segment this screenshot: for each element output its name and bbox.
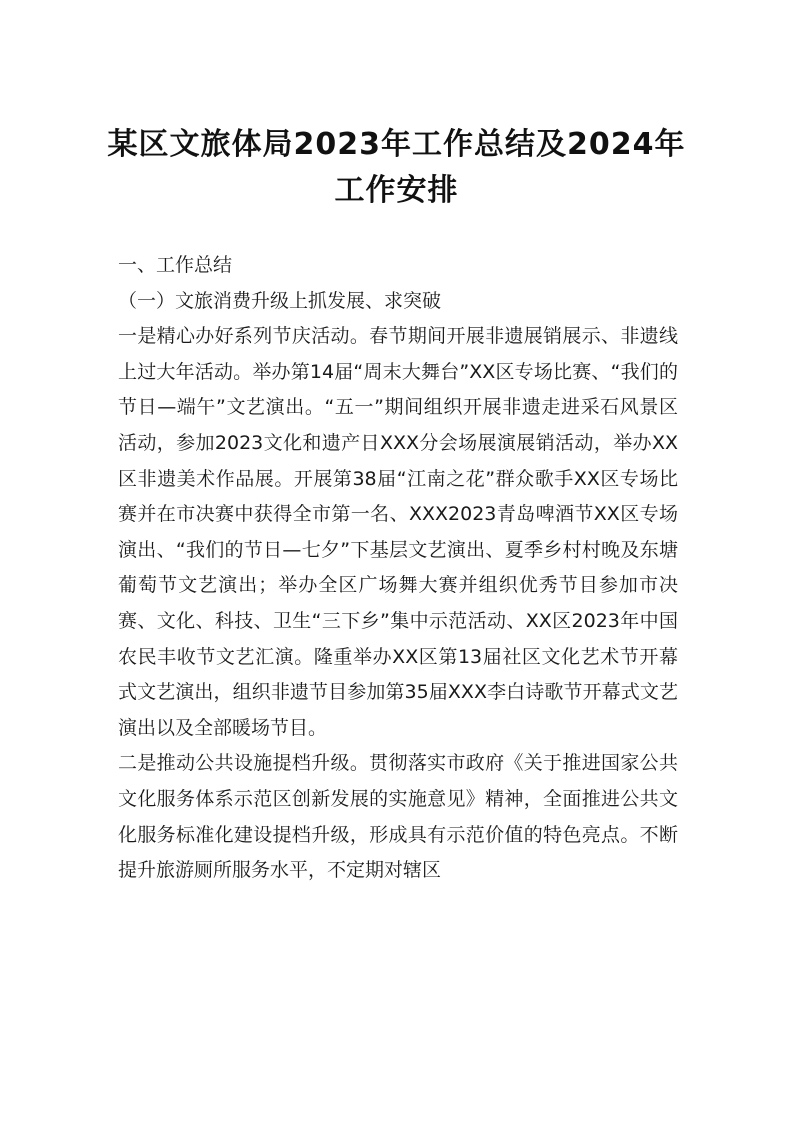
subsection-heading: （一）文旅消费升级上抓发展、求突破 xyxy=(118,289,442,312)
document-title: 某区文旅体局2023年工作总结及2024年工作安排 xyxy=(107,127,686,208)
paragraph-public-facilities: 二是推动公共设施提档升级。贯彻落实市政府《关于推进国家公共文化服务体系示范区创新发展的实施意见》精神，全面推进公共文化服务标准化建设提档升级，形成具有示范价值的特色亮点。不断提升旅游厕所服务水平，不定期对辖区 xyxy=(118,752,678,882)
paragraph-festival-activities: 一是精心办好系列节庆活动。春节期间开展非遗展销展示、非遗线上过大年活动。举办第14届“周末大舞台”XX区专场比赛、“我们的节日—端午”文艺演出。“五一”期间组织开展非遗走进采石风景区活动，参加2023文化和遗产日XXX分会场展演展销活动，举办XX区非遗美术作品展。开展第38届“江南之花”群众歌手XX区专场比赛并在市决赛中获得全市第一名、XXX2023青岛啤酒节XX区专场演出、“我们的节日—七夕”下基层文艺演出、夏季乡村村晚及东塘葡萄节文艺演出；举办全区广场舞大赛并组织优秀节目参加市决赛、文化、科技、卫生“三下乡”集中示范活动、XX区2023年中国农民丰收节文艺汇演。隆重举办XX区第13届社区文化艺术节开幕式文艺演出，组织非遗节目参加第35届XXX李白诗歌节开幕式文艺演出以及全部暖场节目。 xyxy=(118,325,678,739)
document-body xyxy=(118,248,678,889)
section-heading: 一、工作总结 xyxy=(118,254,233,276)
